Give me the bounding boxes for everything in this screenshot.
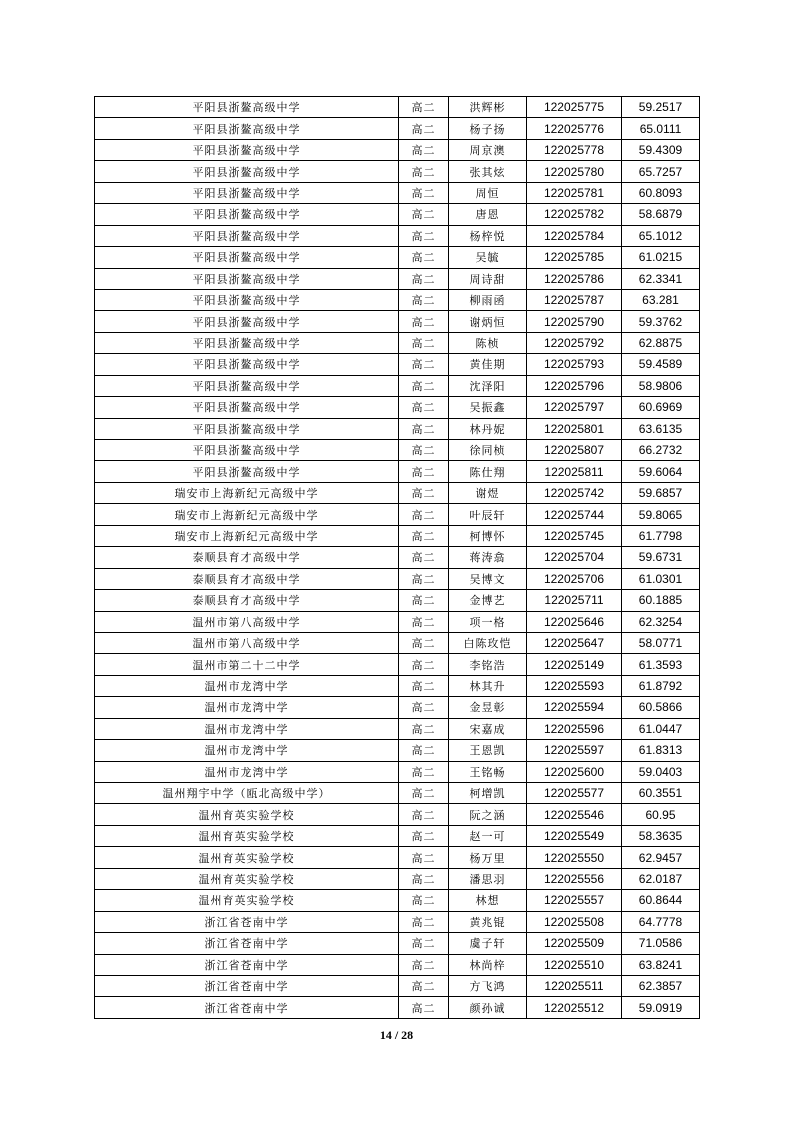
score-cell: 71.0586 xyxy=(622,933,700,954)
student-name-cell: 徐同桢 xyxy=(449,440,527,461)
grade-cell: 高二 xyxy=(399,933,449,954)
grade-cell: 高二 xyxy=(399,440,449,461)
table-row xyxy=(95,161,700,182)
school-cell: 泰顺县育才高级中学 xyxy=(95,547,399,568)
score-cell: 59.3762 xyxy=(622,311,700,332)
table-row xyxy=(95,718,700,739)
exam-id-cell: 122025780 xyxy=(527,161,622,182)
school-cell: 平阳县浙鳌高级中学 xyxy=(95,118,399,139)
exam-id-cell: 122025792 xyxy=(527,332,622,353)
table-row xyxy=(95,590,700,611)
school-cell: 浙江省苍南中学 xyxy=(95,954,399,975)
grade-cell: 高二 xyxy=(399,890,449,911)
exam-id-cell: 122025647 xyxy=(527,632,622,653)
school-cell: 平阳县浙鳌高级中学 xyxy=(95,289,399,310)
table-row xyxy=(95,868,700,889)
score-cell: 59.6731 xyxy=(622,547,700,568)
score-cell: 62.0187 xyxy=(622,868,700,889)
score-cell: 62.3341 xyxy=(622,268,700,289)
grade-cell: 高二 xyxy=(399,204,449,225)
table-row xyxy=(95,482,700,503)
grade-cell: 高二 xyxy=(399,504,449,525)
table-row xyxy=(95,375,700,396)
grade-cell: 高二 xyxy=(399,697,449,718)
grade-cell: 高二 xyxy=(399,997,449,1018)
school-cell: 平阳县浙鳌高级中学 xyxy=(95,311,399,332)
score-cell: 60.95 xyxy=(622,804,700,825)
score-cell: 58.6879 xyxy=(622,204,700,225)
grade-cell: 高二 xyxy=(399,868,449,889)
school-cell: 平阳县浙鳌高级中学 xyxy=(95,354,399,375)
grade-cell: 高二 xyxy=(399,825,449,846)
page-number: 14 / 28 xyxy=(379,1028,414,1042)
score-cell: 58.9806 xyxy=(622,375,700,396)
table-row xyxy=(95,568,700,589)
score-cell: 58.3635 xyxy=(622,825,700,846)
exam-id-cell: 122025557 xyxy=(527,890,622,911)
grade-cell: 高二 xyxy=(399,954,449,975)
score-cell: 59.2517 xyxy=(622,97,700,118)
grade-cell: 高二 xyxy=(399,740,449,761)
table-row xyxy=(95,139,700,160)
table-row xyxy=(95,97,700,118)
exam-id-cell: 122025797 xyxy=(527,397,622,418)
score-cell: 59.0919 xyxy=(622,997,700,1018)
exam-id-cell: 122025549 xyxy=(527,825,622,846)
table-row xyxy=(95,397,700,418)
school-cell: 温州市龙湾中学 xyxy=(95,675,399,696)
school-cell: 平阳县浙鳌高级中学 xyxy=(95,440,399,461)
score-cell: 61.3593 xyxy=(622,654,700,675)
table-row xyxy=(95,997,700,1018)
school-cell: 温州市第八高级中学 xyxy=(95,611,399,632)
score-cell: 65.7257 xyxy=(622,161,700,182)
score-cell: 58.0771 xyxy=(622,632,700,653)
student-name-cell: 项一格 xyxy=(449,611,527,632)
grade-cell: 高二 xyxy=(399,289,449,310)
student-name-cell: 吴毓 xyxy=(449,247,527,268)
score-cell: 62.8875 xyxy=(622,332,700,353)
exam-id-cell: 122025784 xyxy=(527,225,622,246)
grade-cell: 高二 xyxy=(399,547,449,568)
student-name-cell: 王恩凯 xyxy=(449,740,527,761)
student-name-cell: 颜孙诚 xyxy=(449,997,527,1018)
grade-cell: 高二 xyxy=(399,182,449,203)
student-name-cell: 李铭浩 xyxy=(449,654,527,675)
school-cell: 平阳县浙鳌高级中学 xyxy=(95,225,399,246)
exam-id-cell: 122025646 xyxy=(527,611,622,632)
grade-cell: 高二 xyxy=(399,611,449,632)
student-name-cell: 陈桢 xyxy=(449,332,527,353)
school-cell: 平阳县浙鳌高级中学 xyxy=(95,268,399,289)
table-row xyxy=(95,118,700,139)
grade-cell: 高二 xyxy=(399,332,449,353)
table-row xyxy=(95,354,700,375)
score-cell: 62.9457 xyxy=(622,847,700,868)
school-cell: 平阳县浙鳌高级中学 xyxy=(95,375,399,396)
student-name-cell: 林想 xyxy=(449,890,527,911)
score-cell: 59.4589 xyxy=(622,354,700,375)
school-cell: 平阳县浙鳌高级中学 xyxy=(95,182,399,203)
student-name-cell: 蒋涛翕 xyxy=(449,547,527,568)
score-cell: 60.6969 xyxy=(622,397,700,418)
exam-id-cell: 122025706 xyxy=(527,568,622,589)
school-cell: 温州翔宇中学（瓯北高级中学） xyxy=(95,783,399,804)
score-cell: 66.2732 xyxy=(622,440,700,461)
student-name-cell: 谢炳恒 xyxy=(449,311,527,332)
school-cell: 平阳县浙鳌高级中学 xyxy=(95,204,399,225)
school-cell: 温州育英实验学校 xyxy=(95,890,399,911)
school-cell: 瑞安市上海新纪元高级中学 xyxy=(95,504,399,525)
table-row xyxy=(95,654,700,675)
grade-cell: 高二 xyxy=(399,718,449,739)
exam-id-cell: 122025775 xyxy=(527,97,622,118)
score-cell: 60.3551 xyxy=(622,783,700,804)
score-cell: 61.0215 xyxy=(622,247,700,268)
score-cell: 59.6857 xyxy=(622,482,700,503)
exam-id-cell: 122025512 xyxy=(527,997,622,1018)
student-name-cell: 黄佳期 xyxy=(449,354,527,375)
student-name-cell: 虞子轩 xyxy=(449,933,527,954)
table-row xyxy=(95,268,700,289)
exam-id-cell: 122025787 xyxy=(527,289,622,310)
student-name-cell: 洪辉彬 xyxy=(449,97,527,118)
grade-cell: 高二 xyxy=(399,461,449,482)
student-name-cell: 杨梓悦 xyxy=(449,225,527,246)
student-name-cell: 宋嘉成 xyxy=(449,718,527,739)
grade-cell: 高二 xyxy=(399,804,449,825)
exam-id-cell: 122025511 xyxy=(527,975,622,996)
grade-cell: 高二 xyxy=(399,397,449,418)
score-cell: 63.8241 xyxy=(622,954,700,975)
student-name-cell: 白陈玫恺 xyxy=(449,632,527,653)
student-name-cell: 吴振鑫 xyxy=(449,397,527,418)
student-name-cell: 周恒 xyxy=(449,182,527,203)
grade-cell: 高二 xyxy=(399,311,449,332)
exam-id-cell: 122025796 xyxy=(527,375,622,396)
table-row xyxy=(95,611,700,632)
exam-id-cell: 122025745 xyxy=(527,525,622,546)
grade-cell: 高二 xyxy=(399,783,449,804)
table-row xyxy=(95,954,700,975)
school-cell: 温州市龙湾中学 xyxy=(95,697,399,718)
results-table-body xyxy=(95,97,700,1019)
school-cell: 温州育英实验学校 xyxy=(95,804,399,825)
school-cell: 温州育英实验学校 xyxy=(95,847,399,868)
score-cell: 63.281 xyxy=(622,289,700,310)
exam-id-cell: 122025597 xyxy=(527,740,622,761)
exam-id-cell: 122025742 xyxy=(527,482,622,503)
school-cell: 温州市龙湾中学 xyxy=(95,718,399,739)
table-row xyxy=(95,697,700,718)
school-cell: 泰顺县育才高级中学 xyxy=(95,590,399,611)
exam-id-cell: 122025801 xyxy=(527,418,622,439)
table-row xyxy=(95,975,700,996)
grade-cell: 高二 xyxy=(399,418,449,439)
table-row xyxy=(95,311,700,332)
grade-cell: 高二 xyxy=(399,568,449,589)
score-cell: 64.7778 xyxy=(622,911,700,932)
table-row xyxy=(95,890,700,911)
grade-cell: 高二 xyxy=(399,97,449,118)
score-cell: 61.8792 xyxy=(622,675,700,696)
score-cell: 65.1012 xyxy=(622,225,700,246)
exam-id-cell: 122025546 xyxy=(527,804,622,825)
student-name-cell: 柯博怀 xyxy=(449,525,527,546)
school-cell: 温州市龙湾中学 xyxy=(95,740,399,761)
school-cell: 温州育英实验学校 xyxy=(95,868,399,889)
table-row xyxy=(95,182,700,203)
table-row xyxy=(95,632,700,653)
table-row xyxy=(95,804,700,825)
student-name-cell: 杨万里 xyxy=(449,847,527,868)
score-cell: 63.6135 xyxy=(622,418,700,439)
student-name-cell: 黄兆锟 xyxy=(449,911,527,932)
student-name-cell: 潘思羽 xyxy=(449,868,527,889)
student-name-cell: 杨子扬 xyxy=(449,118,527,139)
table-row xyxy=(95,440,700,461)
table-row xyxy=(95,783,700,804)
exam-id-cell: 122025711 xyxy=(527,590,622,611)
table-row xyxy=(95,933,700,954)
exam-id-cell: 122025786 xyxy=(527,268,622,289)
score-cell: 60.5866 xyxy=(622,697,700,718)
grade-cell: 高二 xyxy=(399,375,449,396)
table-row xyxy=(95,761,700,782)
school-cell: 温州市第八高级中学 xyxy=(95,632,399,653)
score-cell: 61.7798 xyxy=(622,525,700,546)
table-row xyxy=(95,847,700,868)
score-cell: 60.8644 xyxy=(622,890,700,911)
exam-id-cell: 122025781 xyxy=(527,182,622,203)
table-row xyxy=(95,825,700,846)
student-name-cell: 阮之涵 xyxy=(449,804,527,825)
table-row xyxy=(95,675,700,696)
exam-id-cell: 122025600 xyxy=(527,761,622,782)
exam-id-cell: 122025811 xyxy=(527,461,622,482)
table-row xyxy=(95,332,700,353)
student-name-cell: 林丹妮 xyxy=(449,418,527,439)
exam-id-cell: 122025556 xyxy=(527,868,622,889)
grade-cell: 高二 xyxy=(399,975,449,996)
school-cell: 平阳县浙鳌高级中学 xyxy=(95,461,399,482)
score-cell: 61.8313 xyxy=(622,740,700,761)
school-cell: 平阳县浙鳌高级中学 xyxy=(95,247,399,268)
student-name-cell: 赵一可 xyxy=(449,825,527,846)
table-row xyxy=(95,740,700,761)
score-cell: 60.1885 xyxy=(622,590,700,611)
table-row xyxy=(95,225,700,246)
exam-id-cell: 122025509 xyxy=(527,933,622,954)
table-row xyxy=(95,547,700,568)
grade-cell: 高二 xyxy=(399,654,449,675)
exam-id-cell: 122025596 xyxy=(527,718,622,739)
grade-cell: 高二 xyxy=(399,761,449,782)
school-cell: 平阳县浙鳌高级中学 xyxy=(95,397,399,418)
student-name-cell: 林尚梓 xyxy=(449,954,527,975)
exam-id-cell: 122025793 xyxy=(527,354,622,375)
exam-id-cell: 122025577 xyxy=(527,783,622,804)
table-row xyxy=(95,504,700,525)
school-cell: 瑞安市上海新纪元高级中学 xyxy=(95,525,399,546)
school-cell: 泰顺县育才高级中学 xyxy=(95,568,399,589)
exam-id-cell: 122025149 xyxy=(527,654,622,675)
school-cell: 浙江省苍南中学 xyxy=(95,997,399,1018)
student-name-cell: 唐恩 xyxy=(449,204,527,225)
exam-id-cell: 122025778 xyxy=(527,139,622,160)
score-cell: 59.0403 xyxy=(622,761,700,782)
table-row xyxy=(95,461,700,482)
grade-cell: 高二 xyxy=(399,675,449,696)
student-name-cell: 谢煜 xyxy=(449,482,527,503)
student-name-cell: 叶辰轩 xyxy=(449,504,527,525)
school-cell: 温州市第二十二中学 xyxy=(95,654,399,675)
school-cell: 温州市龙湾中学 xyxy=(95,761,399,782)
grade-cell: 高二 xyxy=(399,590,449,611)
school-cell: 平阳县浙鳌高级中学 xyxy=(95,332,399,353)
table-row xyxy=(95,289,700,310)
school-cell: 瑞安市上海新纪元高级中学 xyxy=(95,482,399,503)
school-cell: 浙江省苍南中学 xyxy=(95,933,399,954)
grade-cell: 高二 xyxy=(399,225,449,246)
grade-cell: 高二 xyxy=(399,118,449,139)
exam-id-cell: 122025704 xyxy=(527,547,622,568)
table-row xyxy=(95,525,700,546)
exam-id-cell: 122025776 xyxy=(527,118,622,139)
school-cell: 温州育英实验学校 xyxy=(95,825,399,846)
grade-cell: 高二 xyxy=(399,911,449,932)
school-cell: 平阳县浙鳌高级中学 xyxy=(95,418,399,439)
score-cell: 60.8093 xyxy=(622,182,700,203)
school-cell: 平阳县浙鳌高级中学 xyxy=(95,97,399,118)
exam-id-cell: 122025594 xyxy=(527,697,622,718)
student-name-cell: 王铭畅 xyxy=(449,761,527,782)
school-cell: 平阳县浙鳌高级中学 xyxy=(95,139,399,160)
grade-cell: 高二 xyxy=(399,268,449,289)
score-cell: 62.3254 xyxy=(622,611,700,632)
student-name-cell: 林其升 xyxy=(449,675,527,696)
score-cell: 61.0301 xyxy=(622,568,700,589)
exam-id-cell: 122025785 xyxy=(527,247,622,268)
exam-id-cell: 122025807 xyxy=(527,440,622,461)
score-cell: 59.6064 xyxy=(622,461,700,482)
results-table xyxy=(94,96,700,1019)
exam-id-cell: 122025593 xyxy=(527,675,622,696)
grade-cell: 高二 xyxy=(399,525,449,546)
student-name-cell: 周诗甜 xyxy=(449,268,527,289)
grade-cell: 高二 xyxy=(399,139,449,160)
grade-cell: 高二 xyxy=(399,354,449,375)
score-cell: 62.3857 xyxy=(622,975,700,996)
exam-id-cell: 122025508 xyxy=(527,911,622,932)
grade-cell: 高二 xyxy=(399,482,449,503)
exam-id-cell: 122025550 xyxy=(527,847,622,868)
student-name-cell: 柳雨函 xyxy=(449,289,527,310)
exam-id-cell: 122025782 xyxy=(527,204,622,225)
exam-id-cell: 122025790 xyxy=(527,311,622,332)
student-name-cell: 陈仕翔 xyxy=(449,461,527,482)
table-row xyxy=(95,911,700,932)
student-name-cell: 方飞鸿 xyxy=(449,975,527,996)
score-cell: 65.0111 xyxy=(622,118,700,139)
student-name-cell: 柯增凯 xyxy=(449,783,527,804)
grade-cell: 高二 xyxy=(399,632,449,653)
exam-id-cell: 122025744 xyxy=(527,504,622,525)
student-name-cell: 金昱彰 xyxy=(449,697,527,718)
table-row xyxy=(95,247,700,268)
grade-cell: 高二 xyxy=(399,247,449,268)
student-name-cell: 沈泽阳 xyxy=(449,375,527,396)
student-name-cell: 金博艺 xyxy=(449,590,527,611)
exam-id-cell: 122025510 xyxy=(527,954,622,975)
school-cell: 浙江省苍南中学 xyxy=(95,975,399,996)
school-cell: 平阳县浙鳌高级中学 xyxy=(95,161,399,182)
table-row xyxy=(95,204,700,225)
school-cell: 浙江省苍南中学 xyxy=(95,911,399,932)
score-cell: 61.0447 xyxy=(622,718,700,739)
student-name-cell: 周京澳 xyxy=(449,139,527,160)
table-row xyxy=(95,418,700,439)
student-name-cell: 吴博文 xyxy=(449,568,527,589)
grade-cell: 高二 xyxy=(399,847,449,868)
score-cell: 59.8065 xyxy=(622,504,700,525)
student-name-cell: 张其炫 xyxy=(449,161,527,182)
grade-cell: 高二 xyxy=(399,161,449,182)
score-cell: 59.4309 xyxy=(622,139,700,160)
